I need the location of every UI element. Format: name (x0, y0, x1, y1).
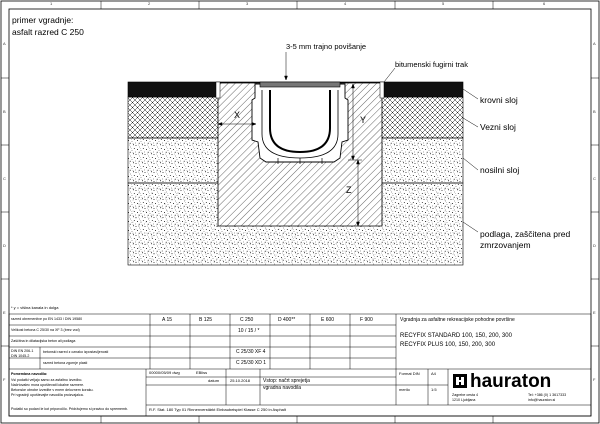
note-1: Vsi podatki veljajo samo za asfaltno izvedbo. (11, 378, 83, 382)
row4-label: Zaščitna in dilatacijska beton ali podlaga (11, 339, 76, 343)
label-base-layer: nosilni sloj (480, 165, 520, 175)
drawing-number: 00000/05/09 dwg (149, 370, 180, 375)
border-row-b-right: B (593, 109, 596, 114)
callout-joint-raise: 3-5 mm trajno povišanje (286, 42, 367, 51)
row5-desc: betonski razred z oznako izpostavljenosti (43, 350, 109, 354)
company-logo (453, 374, 467, 388)
product-line-1: RECYFIX STANDARD 100, 150, 200, 300 (400, 333, 512, 339)
border-row-a: A (3, 41, 6, 46)
company-phone: Tel: +386 (0) 1 3617333 (528, 393, 567, 397)
format-value: A4 (431, 371, 436, 376)
row5-label-b: DIN 1045-2 (11, 354, 30, 358)
note-4: Pri vgradnji upoštevajte navodila proizvajalca. (11, 393, 84, 397)
label-bitumen-tape: bitumenski fugirni trak (395, 60, 468, 69)
border-col-1: 1 (50, 1, 53, 6)
company-email: info@hauraton.si (528, 398, 556, 402)
title-line-2: vgradna navodila (263, 385, 302, 391)
title-block-grid (9, 314, 591, 416)
install-title-line2: asfalt razred C 250 (12, 27, 84, 37)
border-row-e: E (3, 310, 6, 315)
row6-value: C 25/30 XD 1 (236, 360, 267, 366)
border-row-f-right: F (593, 377, 596, 382)
border-col-5: 5 (442, 1, 445, 6)
row5-label-a: DIN EN 206-1 (11, 349, 34, 353)
label-subgrade-line1: podlaga, zaščitena pred (480, 229, 571, 239)
notes-title: Pomembna navodila: (11, 372, 48, 376)
company-address-1: Zagrebe cesta 4 (452, 393, 478, 397)
drawn-by: EBliss (196, 370, 208, 375)
cross-section (128, 52, 478, 265)
class-d400: D 400** (278, 317, 296, 323)
border-row-d: D (3, 243, 6, 248)
border-col-4: 4 (344, 1, 347, 6)
bottom-title-line: R.F. Stat. 180 Typ 01 Rinnenverstärkt Einbaubeispiel Klasse C 250 in Asphalt (149, 407, 286, 412)
row5-value: C 25/30 XF 4 (236, 349, 266, 355)
border-col-3: 3 (246, 1, 249, 6)
dim-x-label: X (234, 110, 241, 120)
date-value: 25.10.2018 (230, 378, 251, 383)
border-row-d-right: D (593, 243, 596, 248)
format-label: Format DIN (399, 371, 420, 376)
install-title-line1: primer vgradnje: (12, 15, 74, 25)
class-f900: F 900 (360, 317, 373, 323)
product-line-2: RECYFIX PLUS 100, 150, 200, 300 (400, 342, 496, 348)
border-row-b: B (3, 109, 6, 114)
border-row-a-right: A (593, 41, 596, 46)
footnote: * y = višina kanala in dolga (11, 305, 59, 310)
dim-y-label: Y (360, 115, 367, 125)
title-line-1: Vstop: načrt sprejetja (263, 378, 310, 384)
label-subgrade-line2: zmrzovanjem (480, 240, 531, 250)
scale-value: 1:5 (431, 387, 437, 392)
scale-label: merilo (399, 387, 410, 392)
class-c250: C 250 (240, 317, 254, 323)
border-col-2: 2 (148, 1, 151, 6)
row3-value-c: 10 / 15 / * (238, 328, 260, 334)
row6-desc: razred betona zgornje plasti (43, 361, 88, 365)
label-surface-layer: krovni sloj (480, 95, 518, 105)
border-row-e-right: E (593, 310, 596, 315)
class-a15: A 15 (162, 317, 173, 323)
class-b125: B 125 (199, 317, 213, 323)
class-e600: E 600 (321, 317, 335, 323)
dim-z-label: Z (346, 185, 352, 195)
date-label: datum (208, 378, 220, 383)
footnote-bottom: Podatki so podani le kot priporočilo. Pridržujemo si pravico do sprememb. (11, 407, 129, 411)
border-row-c: C (3, 176, 6, 181)
grate (260, 82, 340, 87)
border-row-c-right: C (593, 176, 596, 181)
company-name: hauraton (470, 371, 552, 392)
label-binder-layer: Vezni sloj (480, 122, 516, 132)
note-3: Betonske obrobe izvedite v enem delovnem koraku. (11, 388, 94, 392)
company-address-2: 1210 Ljubljana (452, 398, 476, 402)
channel-body (252, 84, 348, 162)
product-heading: Vgradnja za asfaltne rekreacijske pohodne površine (400, 317, 515, 323)
row2-label: Velikost betona C 25/30 na XF 3 (brez vod) (11, 328, 80, 332)
row1-label: razred obremenitve po EN 1433 / DIN 19580 (11, 317, 83, 321)
border-col-6: 6 (543, 1, 546, 6)
border-row-f: F (3, 377, 6, 382)
note-2: Načrtovalec mora upoštevati lokalne razmere. (11, 383, 85, 387)
